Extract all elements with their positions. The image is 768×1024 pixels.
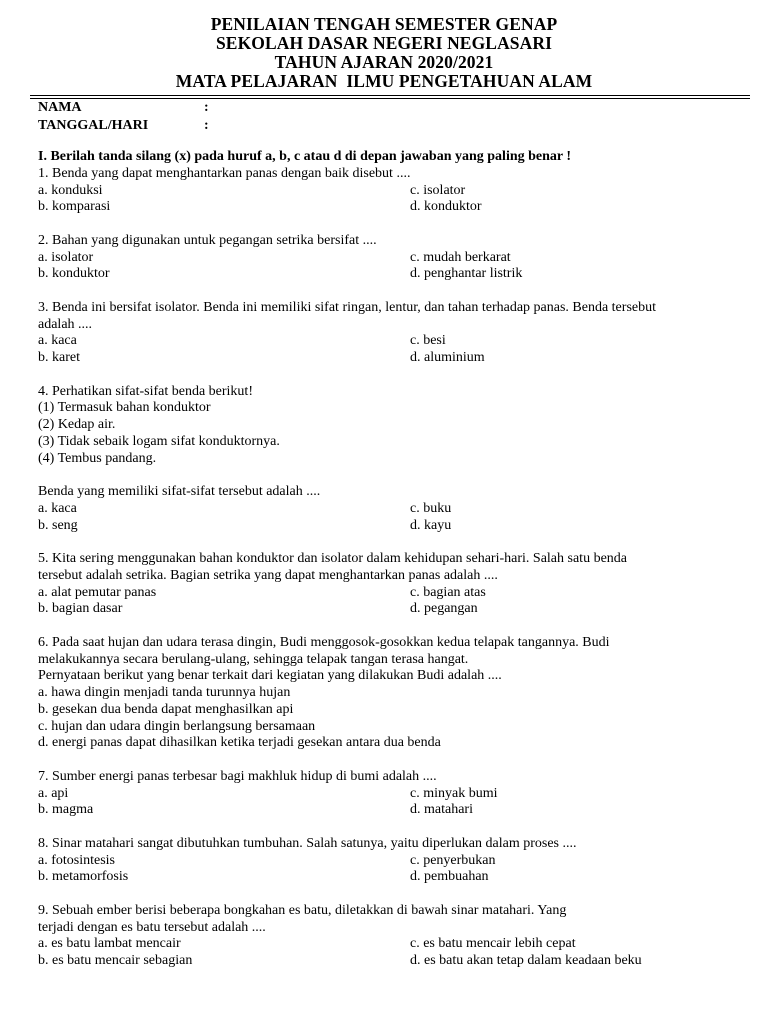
option-c: c. besi xyxy=(410,333,446,349)
question-prompt: Benda yang memiliki sifat-sifat tersebut adalah .... xyxy=(38,484,321,499)
question-text: 2. Bahan yang digunakan untuk pegangan setrika bersifat .... xyxy=(38,232,377,248)
question-7 xyxy=(38,769,738,819)
option-d: d. matahari xyxy=(410,802,473,818)
question-8 xyxy=(38,836,738,886)
question-text-cont: tersebut adalah setrika. Bagian setrika yang dapat menghantarkan panas adalah .... xyxy=(38,567,498,583)
name-colon: : xyxy=(204,100,209,115)
option-c: c. buku xyxy=(410,500,452,516)
option-c: c. es batu mencair lebih cepat xyxy=(410,936,576,952)
exam-header xyxy=(0,15,768,91)
option-c: c. bagian atas xyxy=(410,584,486,600)
option-b: b. metamorfosis xyxy=(38,869,129,885)
option-a: a. isolator xyxy=(38,249,94,265)
option-d: d. kayu xyxy=(410,517,452,533)
option-a: a. alat pemutar panas xyxy=(38,584,157,600)
question-text: 4. Perhatikan sifat-sifat benda berikut! xyxy=(38,383,253,399)
option-a: a. hawa dingin menjadi tanda turunnya hujan xyxy=(38,685,291,700)
option-c: c. hujan dan udara dingin berlangsung bersamaan xyxy=(38,718,316,734)
question-1 xyxy=(38,166,738,216)
header-line-2: SEKOLAH DASAR NEGERI NEGLASARI xyxy=(215,33,553,53)
option-a: a. konduksi xyxy=(38,182,103,198)
header-line-4: MATA PELAJARAN ILMU PENGETAHUAN ALAM xyxy=(175,71,593,91)
instruction: I. Berilah tanda silang (x) pada huruf a, b, c atau d di depan jawaban yang paling benar ! xyxy=(38,149,572,164)
option-d: d. aluminium xyxy=(410,350,485,365)
question-2 xyxy=(38,233,738,283)
option-b: b. bagian dasar xyxy=(38,601,123,617)
question-text: 9. Sebuah ember berisi beberapa bongkahan es batu, diletakkan di bawah sinar matahari. Yang xyxy=(38,902,567,918)
question-3 xyxy=(38,300,738,367)
question-6 xyxy=(38,635,738,752)
option-b: b. seng xyxy=(38,517,78,533)
option-a: a. kaca xyxy=(38,500,77,516)
question-text: 1. Benda yang dapat menghantarkan panas dengan baik disebut .... xyxy=(38,165,411,181)
header-rule-top xyxy=(30,95,750,96)
option-d: d. pembuahan xyxy=(410,869,489,885)
property-item-2: (2) Kedap air. xyxy=(38,417,116,432)
question-5 xyxy=(38,551,738,618)
option-d: d. konduktor xyxy=(410,199,482,215)
property-item-3: (3) Tidak sebaik logam sifat konduktornya. xyxy=(38,433,280,449)
question-text: 3. Benda ini bersifat isolator. Benda ini memiliki sifat ringan, lentur, dan tahan terhadap panas. Benda tersebut xyxy=(38,299,656,315)
exam-body xyxy=(38,149,738,970)
option-c: c. minyak bumi xyxy=(410,785,498,801)
question-text: 5. Kita sering menggunakan bahan konduktor dan isolator dalam kehidupan sehari-hari. Salah satu benda xyxy=(38,551,627,566)
question-4 xyxy=(38,384,738,535)
option-d: d. es batu akan tetap dalam keadaan beku xyxy=(410,953,642,968)
question-text-cont: melakukannya secara berulang-ulang, sehingga telapak tangan terasa hangat. xyxy=(38,651,469,667)
option-b: b. komparasi xyxy=(38,199,111,215)
date-label: TANGGAL/HARI xyxy=(38,118,149,133)
option-b: b. konduktor xyxy=(38,266,110,282)
option-b: b. gesekan dua benda dapat menghasilkan api xyxy=(38,701,294,717)
option-d: d. energi panas dapat dihasilkan ketika terjadi gesekan antara dua benda xyxy=(38,735,441,751)
option-b: b. magma xyxy=(38,802,94,818)
header-line-3: TAHUN AJARAN 2020/2021 xyxy=(274,52,494,72)
date-field-row xyxy=(38,117,209,134)
name-label: NAMA xyxy=(38,100,82,115)
question-text: 8. Sinar matahari sangat dibutuhkan tumbuhan. Salah satunya, yaitu diperlukan dalam proses .... xyxy=(38,835,577,851)
header-line-1: PENILAIAN TENGAH SEMESTER GENAP xyxy=(210,14,558,34)
option-d: d. penghantar listrik xyxy=(410,266,523,282)
question-9 xyxy=(38,903,738,970)
option-c: c. mudah berkarat xyxy=(410,249,511,265)
option-b: b. es batu mencair sebagian xyxy=(38,953,193,968)
question-prompt: Pernyataan berikut yang benar terkait dari kegiatan yang dilakukan Budi adalah .... xyxy=(38,668,502,684)
option-a: a. api xyxy=(38,785,69,801)
option-a: a. es batu lambat mencair xyxy=(38,936,181,952)
option-c: c. penyerbukan xyxy=(410,852,496,868)
question-text-cont: terjadi dengan es batu tersebut adalah .... xyxy=(38,919,266,935)
option-d: d. pegangan xyxy=(410,601,478,617)
question-text: 6. Pada saat hujan dan udara terasa dingin, Budi menggosok-gosokkan kedua telapak tangannya. Budi xyxy=(38,634,610,650)
question-text: 7. Sumber energi panas terbesar bagi makhluk hidup di bumi adalah .... xyxy=(38,768,437,784)
question-text-cont: adalah .... xyxy=(38,316,93,332)
option-b: b. karet xyxy=(38,350,80,365)
property-item-4: (4) Tembus pandang. xyxy=(38,450,157,466)
option-a: a. fotosintesis xyxy=(38,852,115,868)
option-a: a. kaca xyxy=(38,333,77,349)
name-field-row xyxy=(38,99,209,116)
date-colon: : xyxy=(204,118,209,133)
option-c: c. isolator xyxy=(410,182,466,198)
property-item-1: (1) Termasuk bahan konduktor xyxy=(38,400,211,416)
